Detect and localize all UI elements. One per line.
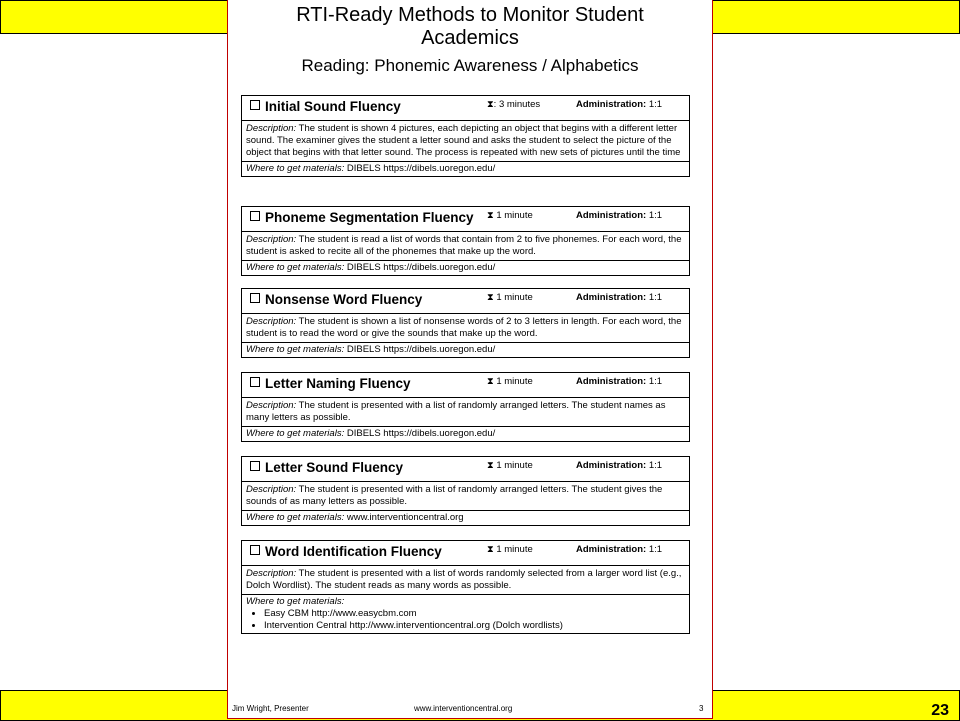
measure-header — [242, 289, 689, 314]
measure-header — [242, 457, 689, 482]
footer-page-number: 3 — [699, 704, 704, 713]
measure-description: Description: The student is presented with a list of words randomly selected from a larger word list (e.g., Dolch Wordlist). The student reads as many words as possible. — [242, 566, 689, 595]
measure-time: ⧗ 1 minute — [487, 460, 533, 471]
measure-card-phoneme-segmentation-fluency — [241, 206, 690, 276]
measure-title: Letter Naming Fluency — [265, 376, 411, 391]
measure-title: Letter Sound Fluency — [265, 460, 404, 475]
slide-number: 23 — [931, 702, 949, 719]
checkbox-icon — [250, 545, 260, 555]
measure-title: Phoneme Segmentation Fluency — [265, 210, 474, 225]
checkbox-icon — [250, 461, 260, 471]
handout-subtitle: Reading: Phonemic Awareness / Alphabetics — [301, 56, 639, 75]
measure-description: Description: The student is shown 4 pictures, each depicting an object that begins with a different letter sound. The examiner gives the student a letter sound and asks the student to select the picture of the object that begins with that letter sound. The process is repeated with new sets of pictures until the time — [242, 121, 689, 162]
measure-time: ⧗ 1 minute — [487, 544, 533, 555]
measure-card-letter-sound-fluency — [241, 456, 690, 526]
measure-header — [242, 207, 689, 232]
measure-time: ⧗: 3 minutes — [487, 99, 541, 110]
measure-header — [242, 541, 689, 566]
measure-description: Description: The student is read a list of words that contain from 2 to five phonemes. For each word, the student is asked to recite all of the phonemes that make up the word. — [242, 232, 689, 261]
handout-footer — [228, 704, 712, 716]
measure-materials: Where to get materials: • Easy CBM http://www.easycbm.com • Intervention Central http://www.interventioncentral.org (Dolch wordlists) — [242, 595, 689, 633]
handout-title: RTI-Ready Methods to Monitor Student Academics — [296, 4, 644, 49]
list-item: • Easy CBM http://www.easycbm.com — [264, 608, 685, 620]
footer-presenter: Jim Wright, Presenter — [232, 704, 309, 713]
measure-administration: Administration: 1:1 — [576, 376, 663, 387]
measure-time: ⧗ 1 minute — [487, 292, 533, 303]
footer-url: www.interventioncentral.org — [414, 704, 513, 713]
measure-title: Nonsense Word Fluency — [265, 292, 423, 307]
measure-card-initial-sound-fluency — [241, 95, 690, 177]
measure-administration: Administration: 1:1 — [576, 460, 663, 471]
measure-description: Description: The student is presented with a list of randomly arranged letters. The student gives the sounds of as many letters as possible. — [242, 482, 689, 511]
measure-materials: Where to get materials: DIBELS https://dibels.uoregon.edu/ — [246, 344, 496, 355]
checkbox-icon — [250, 377, 260, 387]
measure-administration: Administration: 1:1 — [576, 292, 663, 303]
measure-administration: Administration: 1:1 — [576, 99, 663, 110]
measure-card-word-identification-fluency — [241, 540, 690, 634]
measure-administration: Administration: 1:1 — [576, 210, 663, 221]
measure-card-nonsense-word-fluency — [241, 288, 690, 358]
handout-page — [227, 0, 713, 719]
checkbox-icon — [250, 100, 260, 110]
measure-materials: Where to get materials: DIBELS https://dibels.uoregon.edu/ — [246, 163, 496, 174]
measure-time: ⧗ 1 minute — [487, 376, 533, 387]
measure-materials: Where to get materials: DIBELS https://dibels.uoregon.edu/ — [246, 262, 496, 273]
measure-administration: Administration: 1:1 — [576, 544, 663, 555]
measure-description: Description: The student is presented with a list of randomly arranged letters. The student names as many letters as possible. — [242, 398, 689, 427]
materials-list — [246, 608, 685, 632]
checkbox-icon — [250, 293, 260, 303]
measure-header — [242, 96, 689, 121]
measure-card-letter-naming-fluency — [241, 372, 690, 442]
measure-time: ⧗ 1 minute — [487, 210, 533, 221]
measure-header — [242, 373, 689, 398]
list-item: • Intervention Central http://www.interventioncentral.org (Dolch wordlists) — [264, 620, 685, 632]
measure-materials: Where to get materials: www.interventioncentral.org — [246, 512, 464, 523]
measure-description: Description: The student is shown a list of nonsense words of 2 to 3 letters in length. For each word, the student is to read the word or give the sounds that make up the word. — [242, 314, 689, 343]
measure-materials: Where to get materials: DIBELS https://dibels.uoregon.edu/ — [246, 428, 496, 439]
measure-title: Word Identification Fluency — [265, 544, 442, 559]
checkbox-icon — [250, 211, 260, 221]
measure-title: Initial Sound Fluency — [265, 99, 401, 114]
